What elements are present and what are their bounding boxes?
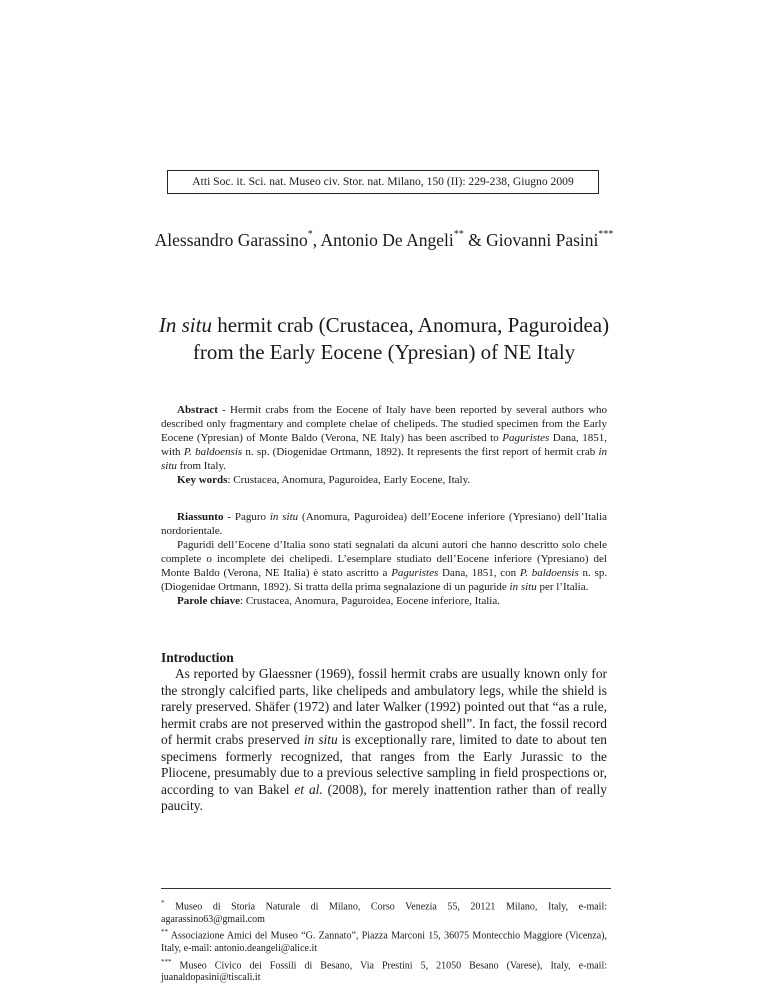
affiliation-2: ** Associazione Amici del Museo “G. Zannato”, Piazza Marconi 15, 36075 Montecchio Maggiore (Vicenza), Italy, e-mail: antonio.deangeli@alice.it (161, 928, 607, 955)
riassunto-heading: Riassunto - Paguro in situ (Anomura, Paguroidea) dell’Eocene inferiore (Ypresiano) dell’Italia nordorientale. (161, 511, 608, 538)
introduction-paragraph: As reported by Glaessner (1969), fossil hermit crabs are usually known only for the strongly calcified parts, like chelipeds and ambulatory legs, while the shield is rarely preserved. Shäfer (1972) and later Walker (1992) pointed out that “as a rule, hermit crabs are not preserved within the gastropod shell”. In fact, the fossil record of hermit crabs preserved in situ is exceptionally rare, limited to date to about ten specimens formerly recognized, that ranges from the Early Jurassic to the Pliocene, presumably due to a previous selective sampling in field prospections or, according to van Bakel et al. (2008), for merely inattention rather than of really paucity. (161, 666, 607, 814)
introduction-heading: Introduction (161, 650, 234, 665)
footnote-divider (161, 888, 611, 889)
riassunto-text: Paguridi dell’Eocene d’Italia sono stati segnalati da alcuni autori che hanno descritto solo chele complete o incomplete dei chelipedi. L’esemplare studiato dell’Eocene inferiore (Ypresiano) del Monte Baldo (Verona, NE Italia) è stato ascritto a Paguristes Dana, 1851, con P. baldoensis n. sp. (Diogenidae Ortmann, 1892). Si tratta della prima segnalazione di un paguride in situ per l’Italia. (161, 539, 608, 593)
introduction-section (161, 650, 607, 815)
affiliation-mark-1: * (307, 229, 313, 241)
affiliation-1: * Museo di Storia Naturale di Milano, Corso Venezia 55, 20121 Milano, Italy, e-mail: agarassino63@gmail.com (161, 899, 607, 925)
affiliation-mark-2: ** (453, 229, 464, 241)
author-de-angeli: Antonio De Angeli (320, 230, 454, 250)
riassunto-label: Riassunto (177, 511, 224, 524)
abstract-label: Abstract (177, 404, 218, 416)
paper-title (0, 312, 768, 366)
ampersand: & (468, 230, 482, 250)
abstract-text: Abstract - Hermit crabs from the Eocene of Italy have been reported by several authors who described only fragmentary and complete chelae of chelipeds. The studied specimen from the Early Eocene (Ypresian) of Monte Baldo (Verona, NE Italy) has been ascribed to Paguristes Dana, 1851, with P. baldoensis n. sp. (Diogenidae Ortmann, 1892). It represents the first report of hermit crab in situ from Italy. (161, 404, 608, 472)
parole-chiave: Parole chiave: Crustacea, Anomura, Paguroidea, Eocene inferiore, Italia. (177, 594, 500, 607)
title-line-1: In situ hermit crab (Crustacea, Anomura, Paguroidea) (158, 313, 610, 337)
affiliations (161, 897, 607, 985)
author-pasini: Giovanni Pasini (486, 230, 599, 250)
affiliation-mark-3: *** (598, 229, 614, 241)
affiliation-3: *** Museo Civico dei Fossili di Besano, Via Prestini 5, 21050 Besano (Varese), Italy, e-mail: juanaldopasini@tiscali.it (161, 957, 607, 984)
abstract-section (161, 404, 607, 622)
abstract-block (161, 404, 607, 487)
riassunto-block (161, 511, 607, 608)
author-garassino: Alessandro Garassino (154, 230, 308, 250)
journal-citation: Atti Soc. it. Sci. nat. Museo civ. Stor. nat. Milano, 150 (II): 229-238, Giugno 2009 (167, 170, 599, 194)
key-words: Key words: Crustacea, Anomura, Paguroidea, Early Eocene, Italy. (177, 473, 471, 486)
title-line-2: from the Early Eocene (Ypresian) of NE Italy (192, 340, 576, 364)
author-line: Alessandro Garassino*, Antonio De Angeli** & Giovanni Pasini*** (154, 229, 614, 250)
